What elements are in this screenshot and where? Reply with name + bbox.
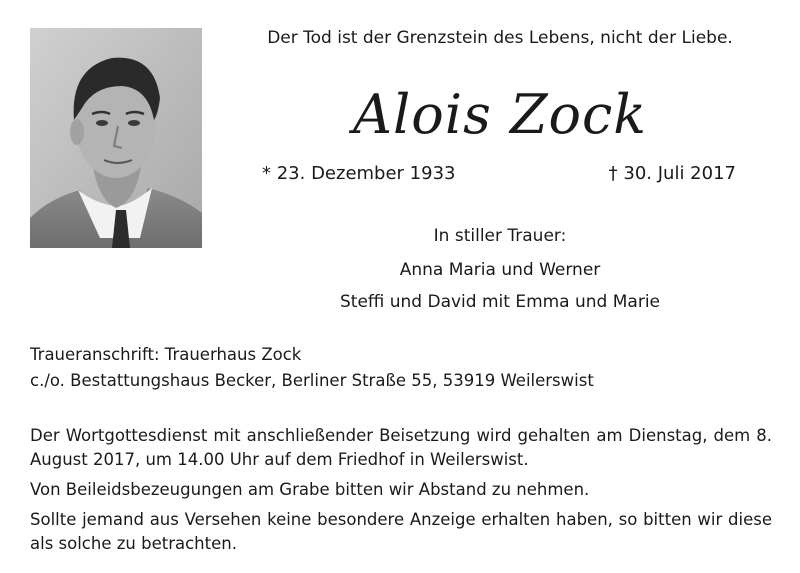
address-line-1: Traueranschrift: Trauerhaus Zock (30, 345, 302, 364)
mourner-line: Anna Maria und Werner (399, 260, 601, 280)
notices (30, 424, 772, 562)
portrait-illustration (30, 28, 202, 248)
mourner-line: Steffi und David mit Emma und Marie (339, 292, 661, 312)
portrait-photo (30, 28, 202, 248)
mourning-address (30, 342, 775, 394)
mourning-label: In stiller Trauer: (433, 226, 567, 246)
mourners-list (222, 254, 778, 318)
address-line-2: c./o. Bestattungshaus Becker, Berliner Straße 55, 53919 Weilerswist (30, 371, 594, 390)
condolence-notice: Von Beileidsbezeugungen am Grabe bitten wir Abstand zu nehmen. (30, 480, 590, 499)
birth-date: * 23. Dezember 1933 (262, 163, 456, 184)
announcement-notice: Sollte jemand aus Versehen keine besondere Anzeige erhalten haben, so bitten wir diese als solche zu betrachten. (30, 510, 772, 553)
motto-quote: Der Tod ist der Grenzstein des Lebens, nicht der Liebe. (267, 28, 733, 48)
service-notice: Der Wortgottesdienst mit anschließender Beisetzung wird gehalten am Dienstag, dem 8. August 2017, um 14.00 Uhr auf dem Friedhof in Weilerswist. (30, 426, 772, 469)
deceased-name: Alois Zock (353, 83, 647, 146)
death-date: † 30. Juli 2017 (608, 163, 736, 184)
